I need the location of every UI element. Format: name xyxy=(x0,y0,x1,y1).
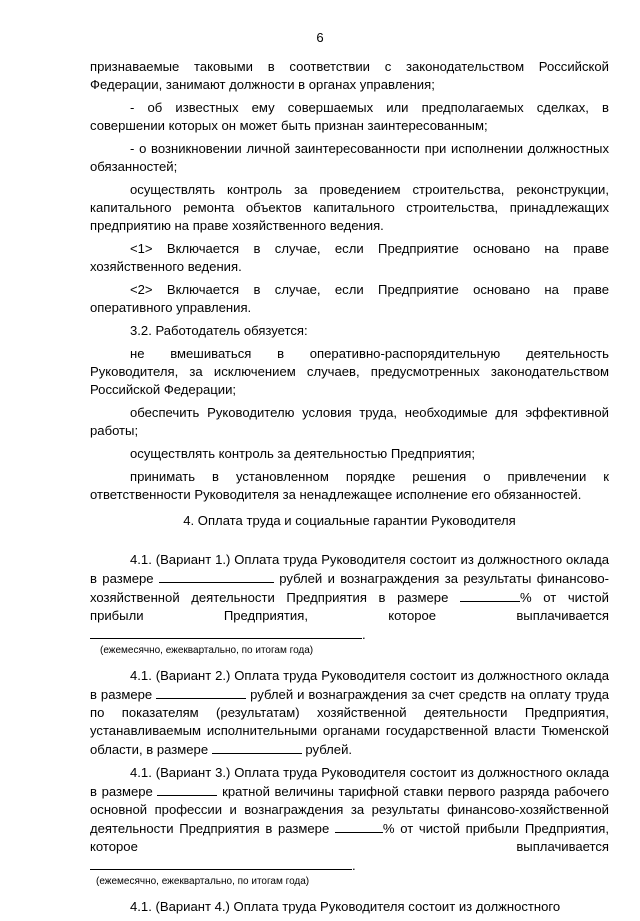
footnote-1: <1> Включается в случае, если Предприятие основано на праве хозяйственного ведения. xyxy=(90,241,609,274)
section-heading: 4. Оплата труда и социальные гарантии Руководителя xyxy=(183,513,516,528)
percent-blank[interactable] xyxy=(460,588,520,602)
paragraph: осуществлять контроль за проведением строительства, реконструкции, капитального ремонта объектов капитального строительства, принадлежащих предприятию на праве хозяйственного ведения. xyxy=(90,182,609,233)
paragraph: признаваемые таковыми в соответствии с законодательством Российской Федерации, занимают должности в органах управления; xyxy=(90,59,609,92)
variant-1-text-a: 4.1. (Вариант 1.) Оплата труда Руководителя состоит из должностного оклада в размере xyxy=(90,552,609,586)
period-blank[interactable] xyxy=(90,625,362,639)
variant-1-period-dot: . xyxy=(362,627,366,642)
paragraph: принимать в установленном порядке решения о привлечении к ответственности Руководителя за ненадлежащее исполнение его обязанностей. xyxy=(90,469,609,502)
multiplier-blank[interactable] xyxy=(157,782,217,796)
paragraph: - об известных ему совершаемых или предполагаемых сделках, в совершении которых он может быть признан заинтересованным; xyxy=(90,100,609,133)
period-note: (ежемесячно, ежеквартально, по итогам года) xyxy=(100,645,314,656)
variant-1-text-c: % от чистой прибыли Предприятия, которое выплачивается xyxy=(90,590,609,623)
variant-2-text-b: рублей и вознаграждения за счет средств на оплату труда по показателям (результатам) хозяйственной деятельности Предприятия, устанавливаемым исполнительными органами государственной власти Тюменской области, в размере xyxy=(90,687,610,757)
paragraph: осуществлять контроль за деятельностью Предприятия; xyxy=(130,446,476,461)
document-body xyxy=(90,58,609,921)
bonus-blank[interactable] xyxy=(212,740,302,754)
salary-blank[interactable] xyxy=(159,569,274,583)
variant-3-text-a: 4.1. (Вариант 3.) Оплата труда Руководителя состоит из должностного оклада в размере xyxy=(90,765,609,799)
variant-2-text-c: рублей. xyxy=(305,742,353,757)
variant-3-text-c: % от чистой прибыли Предприятия, которое выплачивается xyxy=(90,821,610,854)
period-blank[interactable] xyxy=(90,856,352,870)
paragraph: обеспечить Руководителю условия труда, необходимые для эффективной работы; xyxy=(90,405,609,438)
percent-blank[interactable] xyxy=(335,819,383,833)
page-number: 6 xyxy=(316,30,324,45)
variant-2-text-a: 4.1. (Вариант 2.) Оплата труда Руководителя состоит из должностного оклада в размере xyxy=(90,668,609,702)
variant-1-paragraph xyxy=(90,551,609,625)
variant-3-text-b: кратной величины тарифной ставки первого разряда рабочего основной профессии и вознаграждения за результаты финансово-хозяйственной деятельности Предприятия в размере xyxy=(90,784,610,836)
footnote-2: <2> Включается в случае, если Предприятие основано на праве оперативного управления. xyxy=(90,282,609,315)
period-note: (ежемесячно, ежеквартально, по итогам года) xyxy=(96,876,310,887)
salary-blank[interactable] xyxy=(156,685,246,699)
paragraph: - о возникновении личной заинтересованности при исполнении должностных обязанностей; xyxy=(90,141,609,174)
clause-heading: 3.2. Работодатель обязуется: xyxy=(130,323,308,338)
variant-3-period-dot: . xyxy=(352,858,356,873)
variant-2-paragraph xyxy=(90,667,609,759)
paragraph: не вмешиваться в оперативно-распорядительную деятельность Руководителя, за исключением случаев, предусмотренных законодательством Российской Федерации; xyxy=(90,346,609,397)
variant-3-period-line xyxy=(90,856,609,873)
variant-3-paragraph xyxy=(90,764,609,856)
variant-1-period-line xyxy=(90,625,609,642)
variant-1-text-b: рублей и вознаграждения за результаты финансово-хозяйственной деятельности Предприятия в размере xyxy=(90,571,609,605)
variant-4-paragraph: 4.1. (Вариант 4.) Оплата труда Руководителя состоит из должностного xyxy=(130,899,561,914)
